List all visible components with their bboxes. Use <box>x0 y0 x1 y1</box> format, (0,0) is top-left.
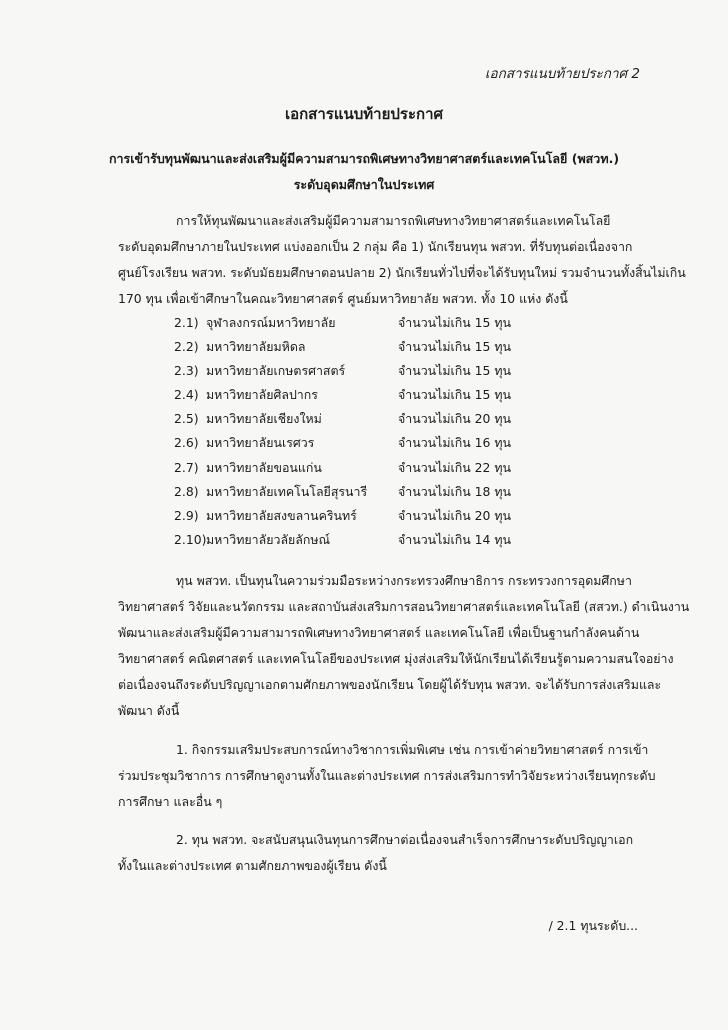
cooperation-line: พัฒนาและส่งเสริมผู้มีความสามารถพิเศษทางวิทยาศาสตร์ และเทคโนโลยี เพื่อเป็นฐานกำลังคนด้าน <box>118 625 640 640</box>
list-item <box>174 383 574 407</box>
intro-line: 170 ทุน เพื่อเข้าศึกษาในคณะวิทยาศาสตร์ ศูนย์มหาวิทยาลัย พสวท. ทั้ง 10 แห่ง ดังนี้ <box>118 291 568 306</box>
list-item <box>174 335 574 359</box>
benefit-line: การศึกษา และอื่น ๆ <box>118 794 223 809</box>
cooperation-paragraph <box>118 568 690 724</box>
list-item <box>174 528 574 552</box>
benefit-line: ร่วมประชุมวิชาการ การศึกษาดูงานทั้งในและต่างประเทศ การส่งเสริมการทำวิจัยระหว่างเรียนทุกระดับ <box>118 768 656 783</box>
university-name: จุฬาลงกรณ์มหาวิทยาลัย <box>206 315 336 330</box>
subtitle-line: การเข้ารับทุนพัฒนาและส่งเสริมผู้มีความสามารถพิเศษทางวิทยาศาสตร์และเทคโนโลยี (พสวท.) <box>108 151 620 166</box>
university-name: มหาวิทยาลัยวลัยลักษณ์ <box>206 531 331 547</box>
item-number: 2.6) <box>174 435 199 451</box>
page-subtitle <box>0 146 728 198</box>
benefit-line: 1. กิจกรรมเสริมประสบการณ์ทางวิชาการเพิ่มพิเศษ เช่น การเข้าค่ายวิทยาศาสตร์ การเข้า <box>176 742 649 757</box>
scholarship-quota: จำนวนไม่เกิน 20 ทุน <box>398 411 512 427</box>
university-name: มหาวิทยาลัยศิลปากร <box>206 387 318 403</box>
scholarship-quota: จำนวนไม่เกิน 15 ทุน <box>398 363 512 379</box>
scholarship-quota: จำนวนไม่เกิน 15 ทุน <box>398 387 512 403</box>
item-number: 2.8) <box>174 483 199 499</box>
cooperation-line: วิทยาศาสตร์ วิจัยและนวัตกรรม และสถาบันส่งเสริมการสอนวิทยาศาสตร์และเทคโนโลยี (สสวท.) ดำเนินงาน <box>118 599 690 614</box>
scholarship-quota: จำนวนไม่เกิน 15 ทุน <box>398 315 512 330</box>
benefit-line: 2. ทุน พสวท. จะสนับสนุนเงินทุนการศึกษาต่อเนื่องจนสำเร็จการศึกษาระดับปริญญาเอก <box>176 832 634 847</box>
benefit-item-2 <box>118 827 658 879</box>
continuation-note: / 2.1 ทุนระดับ... <box>548 918 638 933</box>
university-name: มหาวิทยาลัยเทคโนโลยีสุรนารี <box>206 483 368 499</box>
list-item <box>174 431 574 455</box>
scholarship-quota: จำนวนไม่เกิน 22 ทุน <box>398 459 512 475</box>
university-list <box>174 311 574 552</box>
cooperation-line: วิทยาศาสตร์ คณิตศาสตร์ และเทคโนโลยีของประเทศ มุ่งส่งเสริมให้นักเรียนได้เรียนรู้ตามความสนใจอย่าง <box>118 651 674 666</box>
university-name: มหาวิทยาลัยสงขลานครินทร์ <box>206 507 357 523</box>
benefit-line: ทั้งในและต่างประเทศ ตามศักยภาพของผู้เรียน ดังนี้ <box>118 858 387 873</box>
list-item <box>174 407 574 431</box>
intro-line: ศูนย์โรงเรียน พสวท. ระดับมัธยมศึกษาตอนปลาย 2) นักเรียนทั่วไปที่จะได้รับทุนใหม่ รวมจำนวนทั้งสิ้นไม่เกิน <box>118 265 686 280</box>
scholarship-quota: จำนวนไม่เกิน 16 ทุน <box>398 435 512 451</box>
cooperation-line: ทุน พสวท. เป็นทุนในความร่วมมือระหว่างกระทรวงศึกษาธิการ กระทรวงการอุดมศึกษา <box>176 573 632 588</box>
scholarship-quota: จำนวนไม่เกิน 15 ทุน <box>398 339 512 355</box>
item-number: 2.2) <box>174 339 199 355</box>
item-number: 2.3) <box>174 363 199 379</box>
item-number: 2.7) <box>174 459 199 475</box>
item-number: 2.10) <box>174 531 207 547</box>
intro-paragraph <box>118 208 686 312</box>
university-name: มหาวิทยาลัยขอนแก่น <box>206 459 322 475</box>
benefit-item-1 <box>118 737 658 815</box>
subtitle-line: ระดับอุดมศึกษาในประเทศ <box>293 177 435 192</box>
item-number: 2.1) <box>174 315 199 330</box>
list-item <box>174 311 574 335</box>
page-title: เอกสารแนบท้ายประกาศ <box>284 105 444 123</box>
intro-line: ระดับอุดมศึกษาภายในประเทศ แบ่งออกเป็น 2 กลุ่ม คือ 1) นักเรียนทุน พสวท. ที่รับทุนต่อเนื่องจาก <box>118 239 633 254</box>
cooperation-line: ต่อเนื่องจนถึงระดับปริญญาเอกตามศักยภาพของนักเรียน โดยผู้ได้รับทุน พสวท. จะได้รับการส่งเสริมและ <box>118 677 662 692</box>
university-name: มหาวิทยาลัยเกษตรศาสตร์ <box>206 363 346 379</box>
university-name: มหาวิทยาลัยเชียงใหม่ <box>206 411 322 427</box>
scholarship-quota: จำนวนไม่เกิน 18 ทุน <box>398 483 512 499</box>
item-number: 2.4) <box>174 387 199 403</box>
cooperation-line: พัฒนา ดังนี้ <box>118 703 180 718</box>
list-item <box>174 504 574 528</box>
attachment-label: เอกสารแนบท้ายประกาศ 2 <box>484 66 640 82</box>
scholarship-quota: จำนวนไม่เกิน 14 ทุน <box>398 531 512 547</box>
item-number: 2.9) <box>174 507 199 523</box>
list-item <box>174 480 574 504</box>
university-name: มหาวิทยาลัยนเรศวร <box>206 435 315 451</box>
university-name: มหาวิทยาลัยมหิดล <box>206 339 306 355</box>
item-number: 2.5) <box>174 411 199 427</box>
list-item <box>174 359 574 383</box>
list-item <box>174 456 574 480</box>
intro-line: การให้ทุนพัฒนาและส่งเสริมผู้มีความสามารถพิเศษทางวิทยาศาสตร์และเทคโนโลยี <box>176 213 611 228</box>
scholarship-quota: จำนวนไม่เกิน 20 ทุน <box>398 507 512 523</box>
